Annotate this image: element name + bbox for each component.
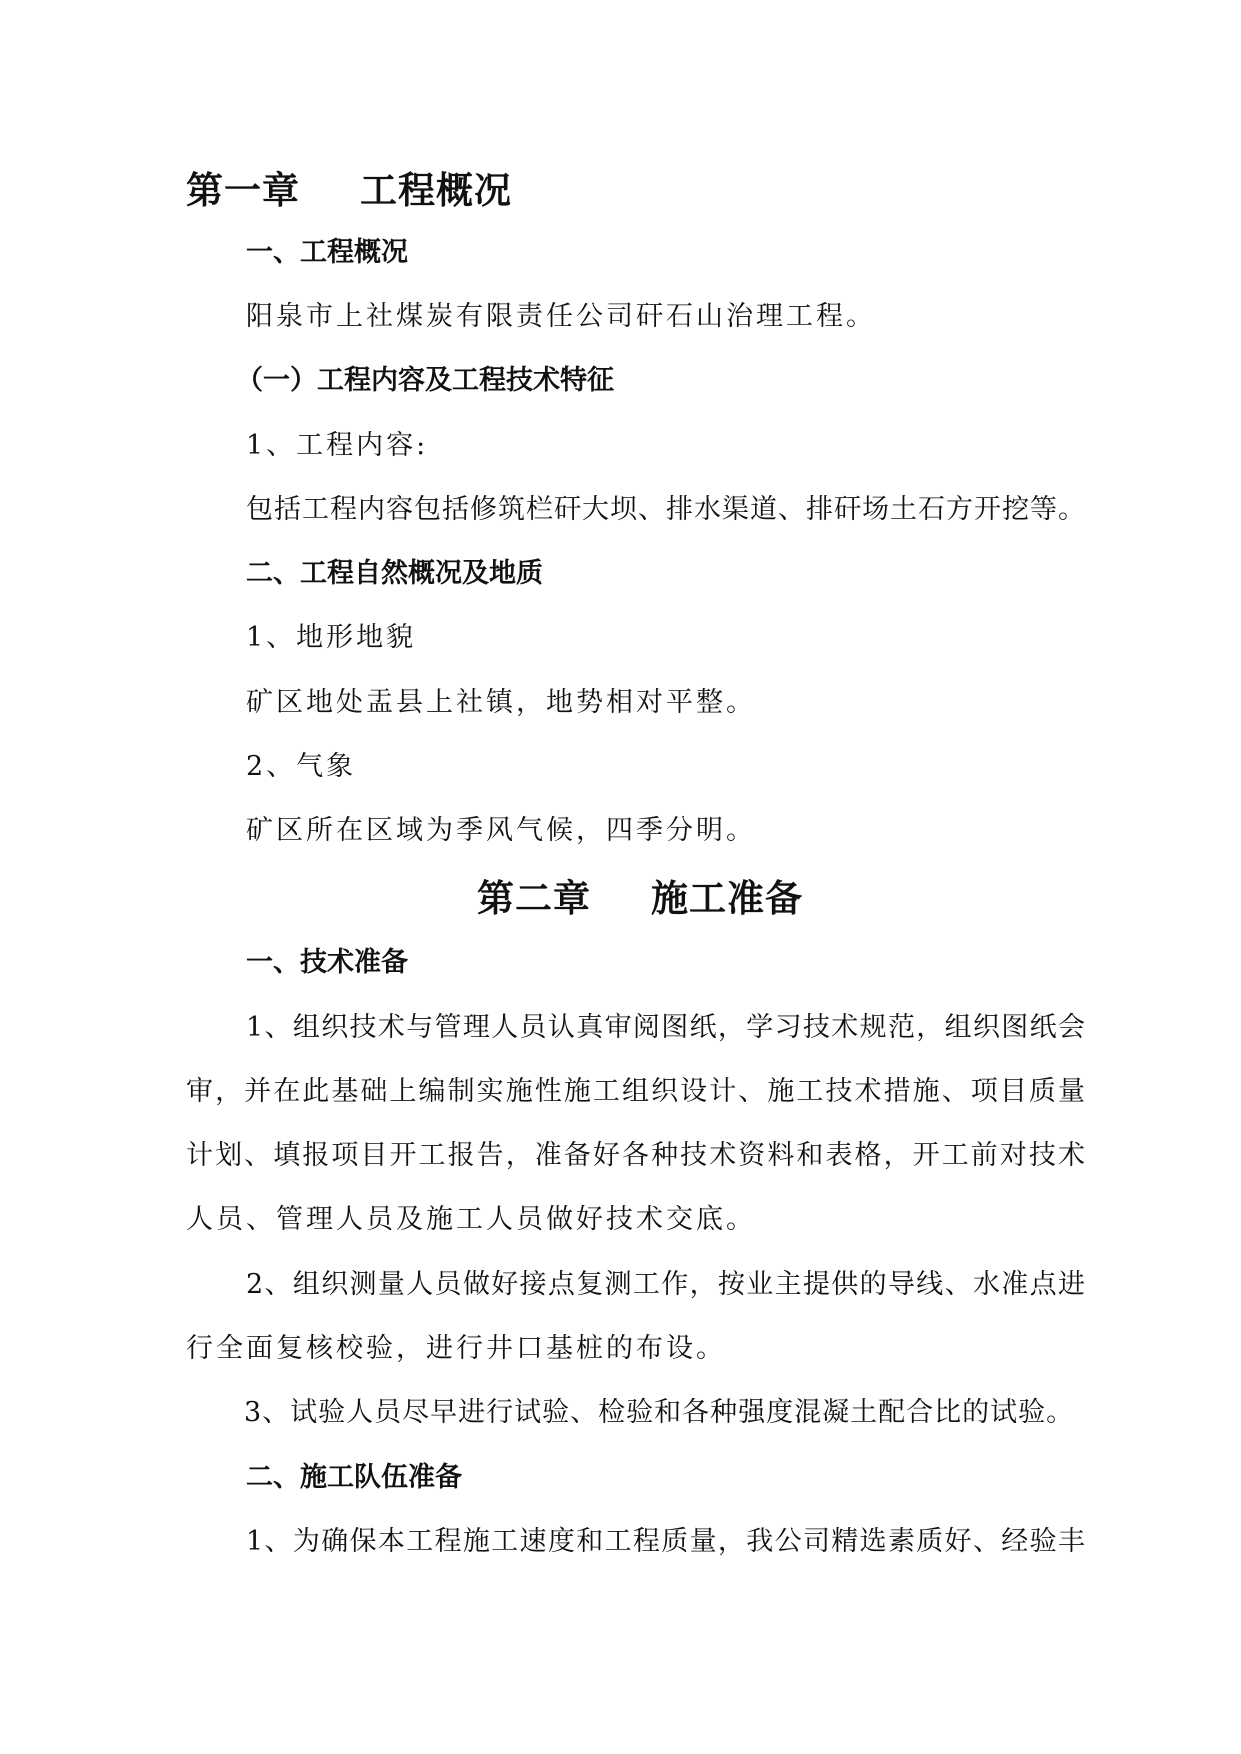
chapter-1-number: 第一章 — [186, 168, 300, 212]
section-heading: 一、技术准备 — [246, 947, 408, 978]
chapter-1-title: 工程概况 — [360, 168, 512, 212]
paragraph-line: 计划、填报项目开工报告，准备好各种技术资料和表格，开工前对技术 — [186, 1140, 1086, 1171]
chapter-2-title: 施工准备 — [651, 876, 803, 920]
item-label: 1、工程内容: — [246, 430, 429, 461]
paragraph: 矿区所在区域为季风气候，四季分明。 — [246, 815, 756, 846]
paragraph-line: 审，并在此基础上编制实施性施工组织设计、施工技术措施、项目质量 — [186, 1076, 1086, 1107]
section-heading: 一、工程概况 — [246, 237, 408, 268]
paragraph-line: 行全面复核校验，进行井口基桩的布设。 — [186, 1333, 726, 1364]
section-heading: 二、施工队伍准备 — [246, 1462, 462, 1493]
chapter-2-number: 第二章 — [477, 876, 591, 920]
paragraph-line: 1、组织技术与管理人员认真审阅图纸，学习技术规范，组织图纸会 — [246, 1012, 1086, 1043]
paragraph: 3、试验人员尽早进行试验、检验和各种强度混凝土配合比的试验。 — [244, 1397, 1075, 1428]
paragraph: 矿区地处盂县上社镇，地势相对平整。 — [246, 687, 756, 718]
paragraph-line: 2、组织测量人员做好接点复测工作，按业主提供的导线、水准点进 — [246, 1269, 1086, 1300]
chapter-2-heading — [477, 868, 803, 922]
chapter-1-heading — [186, 160, 512, 214]
paragraph-line: 1、为确保本工程施工速度和工程质量，我公司精选素质好、经验丰 — [246, 1526, 1086, 1557]
paragraph: 包括工程内容包括修筑栏矸大坝、排水渠道、排矸场土石方开挖等。 — [246, 494, 1086, 525]
subsection-heading: （一）工程内容及工程技术特征 — [236, 365, 614, 396]
paragraph: 阳泉市上社煤炭有限责任公司矸石山治理工程。 — [246, 301, 876, 332]
section-heading: 二、工程自然概况及地质 — [246, 558, 543, 589]
item-label: 2、气象 — [246, 751, 357, 782]
item-label: 1、地形地貌 — [246, 622, 417, 653]
paragraph-line: 人员、管理人员及施工人员做好技术交底。 — [186, 1204, 756, 1235]
